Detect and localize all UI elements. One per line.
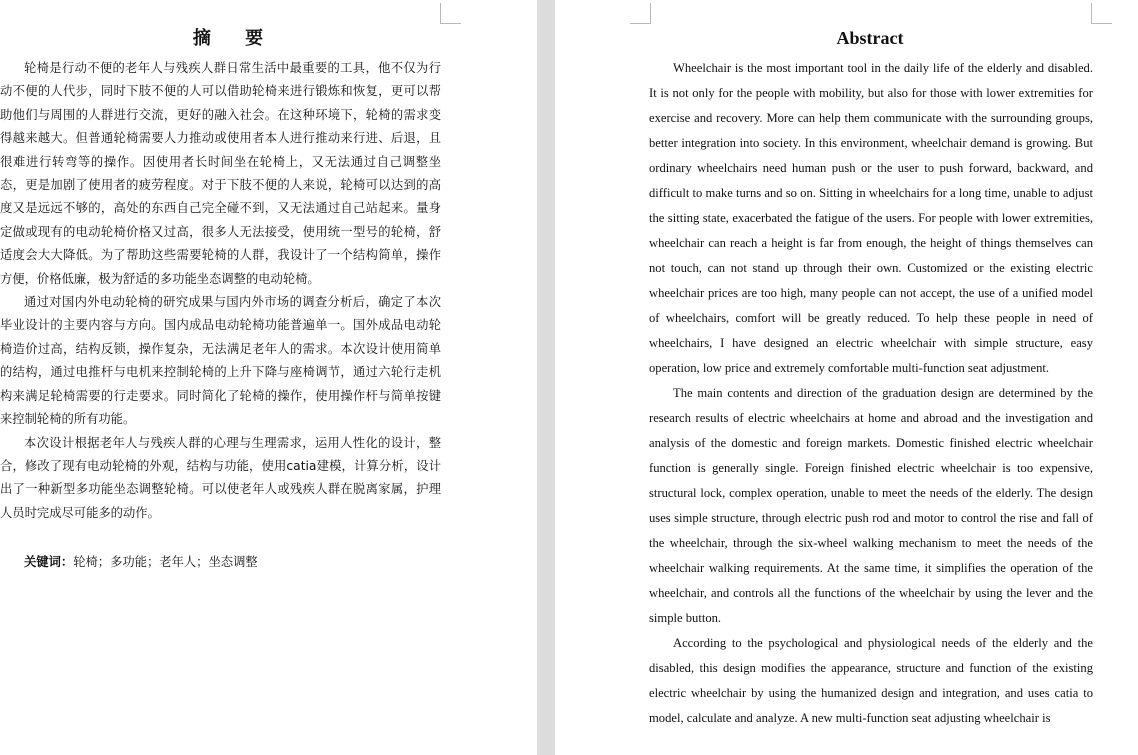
paragraph: 轮椅是行动不便的老年人与残疾人群日常生活中最重要的工具，他不仅为行动不便的人代步，同时下肢不便的人可以借助轮椅来进行锻炼和恢复，更可以帮助他们与周围的人群进行交流，更好的融入社会。在这种环境下，轮椅的需求变得越来越大。但普通轮椅需要人力推动或使用者本人进行推动来行进、后退，且很难进行转弯等的操作。因使用者长时间坐在轮椅上，又无法通过自己调整坐态，更是加剧了使用者的疲劳程度。对于下肢不便的人来说，轮椅可以达到的高度又是远远不够的，高处的东西自己完全碰不到，又无法通过自己站起来。量身定做或现有的电动轮椅价格又过高，很多人无法接受，使用统一型号的轮椅，舒适度会大大降低。为了帮助这些需要轮椅的人群，我设计了一个结构简单，操作方便，价格低廉，极为舒适的多功能坐态调整的电动轮椅。: [0, 61, 441, 286]
crop-mark-top-right: [440, 3, 461, 24]
page-title: Abstract: [836, 28, 904, 48]
abstract-page-chinese: [0, 0, 537, 755]
crop-mark-top-right: [1091, 3, 1112, 24]
crop-mark-top-left: [630, 3, 651, 24]
keywords-label: 关键词：: [24, 555, 74, 569]
abstract-page-english: [555, 0, 1138, 755]
keywords-text: 轮椅；多功能；老年人；坐态调整: [73, 555, 258, 569]
paragraph: Wheelchair is the most important tool in the daily life of the elderly and disabled. It is not only for the people with mobility, but also for those with lower extremities for exercise and recovery. More can help them communicate with the surrounding groups, better integration into society. In this environment, wheelchair demand is growing. But ordinary wheelchairs need human push or the user to push forward, backward, and difficult to make turns and so on. Sitting in wheelchairs for a long time, unable to adjust the sitting state, exacerbated the fatigue of the users. For people with lower extremities, wheelchair can reach a height is far from enough, the height of things themselves can not touch, can not stand up through their own. Customized or the existing electric wheelchair prices are too high, many people can not accept, the use of a unified model of wheelchairs, comfort will be greatly reduced. To help these people in need of wheelchairs, I have designed an electric wheelchair with simple structure, easy operation, low price and extremely comfortable multi-function seat adjustment.: [649, 61, 1093, 375]
page-gutter: [537, 0, 555, 755]
keywords-line: [24, 552, 258, 570]
paragraph: 通过对国内外电动轮椅的研究成果与国内外市场的调查分析后，确定了本次毕业设计的主要内容与方向。国内成品电动轮椅功能普遍单一。国外成品电动轮椅造价过高，结构反锁，操作复杂，无法满足老年人的需求。本次设计使用简单的结构，通过电推杆与电机来控制轮椅的上升下降与座椅调节，通过六轮行走机构来满足轮椅需要的行走要求。同时简化了轮椅的操作，使用操作杆与简单按键来控制轮椅的所有功能。: [0, 295, 441, 427]
abstract-body: [0, 57, 441, 525]
page-title: 摘 要: [192, 28, 278, 49]
paragraph: 本次设计根据老年人与残疾人群的心理与生理需求，运用人性化的设计，整合，修改了现有电动轮椅的外观，结构与功能，使用catia建模，计算分析，设计出了一种新型多功能坐态调整轮椅。可以使老年人或残疾人群在脱离家属，护理人员时完成尽可能多的动作。: [0, 435, 441, 520]
paragraph: According to the psychological and physiological needs of the elderly and the disabled, this design modifies the appearance, structure and function of the existing electric wheelchair by using the humanized design and integration, and uses catia to model, calculate and analyze. A new multi-function seat adjusting wheelchair is: [649, 636, 1093, 725]
abstract-body: [649, 56, 1093, 731]
paragraph: The main contents and direction of the graduation design are determined by the research results of electric wheelchairs at home and abroad and the investigation and analysis of the domestic and foreign markets. Domestic finished electric wheelchair function is generally single. Foreign finished electric wheelchair is too expensive, structural lock, complex operation, unable to meet the needs of the elderly. The design uses simple structure, through electric push rod and motor to control the rise and fall of the wheelchair, through the six-wheel walking mechanism to meet the needs of the wheelchair walking requirements. At the same time, it simplifies the operation of the wheelchair, and controls all the functions of the wheelchair by using the lever and the simple button.: [649, 386, 1093, 625]
